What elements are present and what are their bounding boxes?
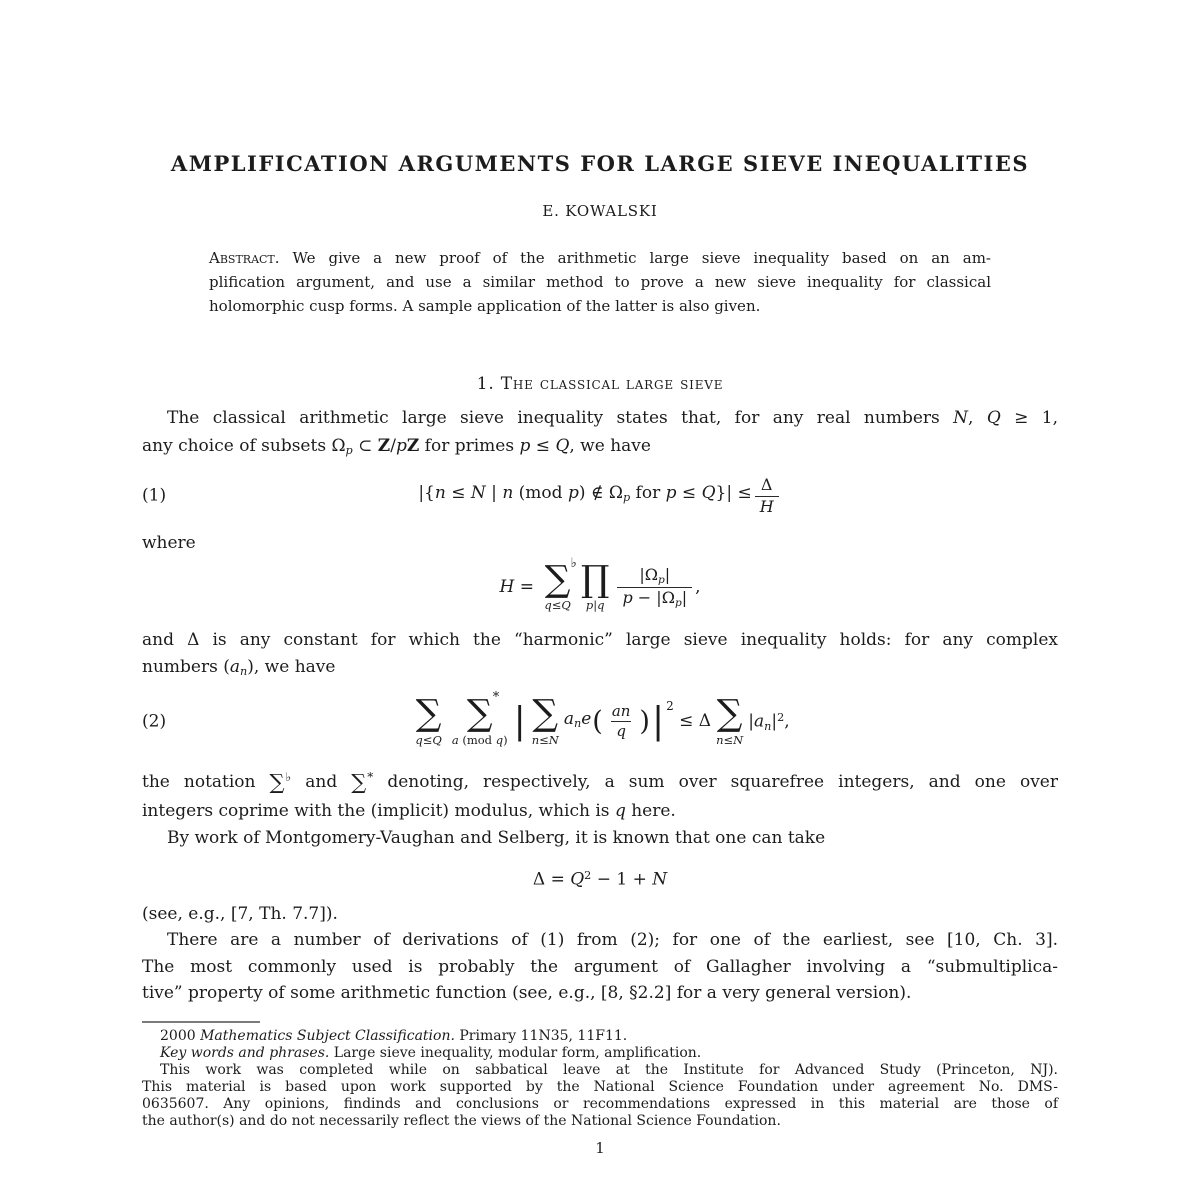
- text-run: p: [622, 588, 633, 608]
- para-where: [142, 530, 1058, 558]
- fraction-numerator: [634, 566, 675, 587]
- text-run: H: [499, 576, 515, 597]
- product-operator: [580, 559, 610, 613]
- text-run: 2: [777, 710, 785, 724]
- text-run: =: [514, 576, 540, 597]
- text-run: N: [470, 483, 486, 504]
- text-run: We give a new proof of the arithmetic large sieve inequality based on an am-: [279, 249, 991, 267]
- text-run: an: [611, 702, 631, 721]
- text-run: Primary 11N35, 11F11.: [454, 1027, 628, 1044]
- text-run: ≤: [530, 435, 556, 456]
- text-run: , we have: [569, 435, 651, 456]
- fraction-omega: [617, 566, 692, 609]
- text-run: n: [764, 719, 772, 733]
- sum-symbol: ∑: [351, 769, 367, 794]
- right-paren: ): [639, 706, 650, 738]
- abstract: [209, 246, 991, 318]
- text-run: n: [434, 483, 446, 504]
- sum-symbol: ∑: [466, 693, 493, 735]
- text-run: denoting, respectively, a sum over squarefree integers, and one over: [373, 771, 1058, 792]
- para-intro: [142, 405, 1058, 464]
- text-run: }| ≤: [715, 483, 752, 504]
- equation-2: [142, 691, 1058, 753]
- section-title: The classical large sieve: [500, 374, 724, 394]
- sum-flat-symbol: [269, 769, 292, 794]
- sum-operator: [531, 693, 559, 747]
- text-run: n: [502, 483, 514, 504]
- equation-lhs: [499, 574, 539, 602]
- sum-symbol: ∑: [544, 559, 571, 601]
- equation-h: [142, 558, 1058, 618]
- text-line: [142, 433, 1058, 465]
- text-run: ≤: [422, 732, 433, 747]
- text-run: ≤: [676, 483, 702, 504]
- page-content: [142, 0, 1058, 1157]
- text-run: q: [614, 800, 626, 821]
- abstract-line: [209, 294, 991, 318]
- text-run: ≤: [445, 483, 471, 504]
- text-run: and Δ is any constant for which the “harmonic” large sieve inequality holds: for any complex: [142, 629, 1058, 650]
- text-run: |: [485, 483, 503, 504]
- text-run: |: [771, 711, 778, 732]
- text-run: Q: [701, 483, 716, 504]
- text-run: Q: [986, 408, 1001, 428]
- text-run: p: [658, 574, 665, 586]
- text-run: holomorphic cusp forms. A sample application of the latter is also given.: [209, 297, 761, 315]
- product-symbol: ∏: [580, 559, 610, 601]
- section-heading: [142, 374, 1058, 394]
- text-line: [142, 954, 1058, 981]
- text-run: a: [229, 657, 240, 678]
- text-run: n: [240, 665, 248, 679]
- author-name: E. KOWALSKI: [542, 202, 658, 220]
- sum-operator: [451, 690, 508, 747]
- abstract-line: [209, 270, 991, 294]
- equation-body: [533, 862, 667, 894]
- text-run: |: [748, 711, 754, 732]
- star-superscript: *: [367, 769, 374, 784]
- text-run: ≤: [539, 732, 549, 747]
- text-run: a: [451, 732, 459, 747]
- flat-superscript: ♭: [285, 769, 292, 784]
- text-run: ⊂: [352, 435, 378, 456]
- body-text: [142, 405, 1058, 1007]
- para-derivations: [142, 901, 1058, 1007]
- text-run: the notation: [142, 771, 270, 792]
- fraction-numerator: Δ: [760, 475, 773, 495]
- text-line: [142, 825, 1058, 853]
- text-line: [142, 627, 1058, 655]
- equation-number: (1): [142, 485, 167, 506]
- text-run: Q: [570, 869, 585, 890]
- text-run: Q: [561, 598, 571, 613]
- text-run: ), we have: [247, 657, 336, 678]
- text-line: [142, 901, 1058, 928]
- text-run: N: [733, 732, 744, 747]
- product-limit: [586, 600, 605, 612]
- text-run: Q: [432, 732, 442, 747]
- abs-bar: |: [513, 700, 526, 743]
- sum-operator: [544, 556, 577, 613]
- text-run: p: [519, 435, 531, 456]
- text-run: Key words and phrases.: [160, 1044, 330, 1061]
- text-run: There are a number of derivations of (1) from (2); for one of the earliest, see [10, Ch. 3].: [167, 930, 1058, 951]
- text-run: N: [652, 869, 668, 890]
- text-run: Δ =: [532, 869, 571, 890]
- abstract-line: [209, 246, 991, 270]
- text-run: ≤ Δ: [673, 711, 712, 732]
- page-number: 1: [595, 1138, 605, 1157]
- sum-limit: [451, 732, 508, 747]
- text-run: |{: [418, 483, 435, 504]
- text-line: where: [142, 533, 196, 554]
- fraction-denominator: [617, 587, 692, 609]
- text-run: n: [531, 732, 540, 747]
- text-run: q: [597, 598, 605, 613]
- section-number: 1.: [476, 374, 495, 394]
- text-run: p: [585, 598, 594, 613]
- star-superscript: *: [492, 690, 500, 706]
- abs-bar: |: [651, 700, 665, 743]
- text-run: Z: [377, 435, 391, 456]
- text-run: (mod: [458, 732, 496, 747]
- text-run: n: [716, 732, 724, 747]
- text-run: p: [622, 491, 631, 505]
- text-run: p: [567, 483, 579, 504]
- text-run: 2: [584, 868, 592, 882]
- footnote-line: [142, 1045, 1058, 1062]
- coefficient: [564, 706, 591, 738]
- text-run: N: [953, 408, 969, 428]
- equation-body: [418, 480, 751, 512]
- exponent: 2: [666, 699, 674, 714]
- text-run: Mathematics Subject Classification.: [200, 1027, 455, 1044]
- paper-title: AMPLIFICATION ARGUMENTS FOR LARGE SIEVE INEQUALITIES: [170, 151, 1030, 176]
- text-run: p: [674, 597, 682, 610]
- text-run: /: [390, 435, 396, 456]
- fraction-denominator: H: [755, 496, 779, 516]
- equation-1: [142, 470, 1058, 522]
- para-montgomery: [142, 825, 1058, 853]
- fraction-delta-h: [755, 476, 779, 516]
- sum-limit: [544, 600, 570, 612]
- text-run: ≥ 1,: [1000, 408, 1058, 428]
- text-run: n: [573, 717, 582, 731]
- text-run: ): [503, 732, 508, 747]
- text-run: Z: [406, 435, 420, 456]
- para-harmonic: [142, 627, 1058, 686]
- text-run: ≤: [551, 598, 562, 613]
- text-line: [142, 927, 1058, 954]
- sum-symbol: ∑: [716, 693, 743, 735]
- footnote-line: [142, 1028, 1058, 1045]
- sum-operator: [716, 693, 744, 747]
- text-line: [142, 405, 1058, 433]
- sum-limit: [415, 732, 442, 747]
- text-run: |: [664, 565, 671, 585]
- fraction-numerator: [607, 703, 636, 721]
- text-run: Q: [555, 435, 570, 456]
- text-run: plification argument, and use a similar method to prove a new sieve inequality for classical: [209, 273, 991, 291]
- footnote-line: [142, 1096, 1058, 1113]
- text-run: numbers (: [142, 657, 230, 678]
- text-run: Large sieve inequality, modular form, amplification.: [329, 1044, 702, 1061]
- sum-symbol: ∑: [532, 693, 559, 735]
- relation: [674, 708, 711, 736]
- text-run: a: [753, 711, 765, 732]
- text-run: p: [345, 443, 353, 457]
- text-run: here.: [625, 800, 676, 821]
- text-run: ,: [784, 711, 790, 732]
- equation-delta: [142, 862, 1058, 894]
- text-run: a: [563, 708, 574, 729]
- text-run: (mod: [513, 483, 568, 504]
- text-run: |Ω: [639, 565, 659, 585]
- text-run: |: [681, 588, 688, 608]
- text-run: q: [616, 722, 626, 741]
- fraction-denominator: [611, 721, 631, 740]
- sum-symbol: ∑: [269, 769, 285, 794]
- footnotes: [142, 1028, 1058, 1130]
- text-line: [142, 767, 1058, 798]
- text-run: and: [291, 771, 352, 792]
- text-run: any choice of subsets Ω: [142, 435, 346, 456]
- footnote-line: [142, 1079, 1058, 1096]
- equation-rhs: [748, 704, 789, 740]
- text-run: This material is based upon work supported by the National Science Foundation under agreement No. DMS-: [142, 1078, 1058, 1095]
- text-run: N: [548, 732, 559, 747]
- text-line: [142, 654, 1058, 686]
- text-run: The most commonly used is probably the argument of Gallagher involving a “submultiplica-: [142, 956, 1058, 977]
- text-run: p: [665, 483, 677, 504]
- sum-operator: [415, 693, 442, 747]
- text-run: 2000: [160, 1027, 201, 1044]
- footnote-rule: [142, 1021, 260, 1023]
- para-notation: [142, 767, 1058, 826]
- text-run: tive” property of some arithmetic function (see, e.g., [8, §2.2] for a very general version).: [142, 983, 912, 1004]
- text-run: q: [415, 732, 423, 747]
- equation-number: (2): [142, 711, 167, 732]
- footnote-line: [142, 1062, 1058, 1079]
- sum-star-symbol: [351, 769, 374, 794]
- text-run: The classical arithmetic large sieve inequality states that, for any real numbers: [167, 408, 954, 428]
- flat-superscript: ♭: [570, 556, 577, 572]
- text-run: e: [581, 708, 592, 729]
- text-run: for primes: [419, 435, 520, 456]
- fraction-an-q: [607, 703, 636, 741]
- text-run: Abstract.: [209, 249, 280, 267]
- text-run: − |Ω: [632, 588, 675, 608]
- text-run: p: [395, 435, 407, 456]
- text-run: q: [495, 732, 504, 747]
- text-run: ) ∉ Ω: [578, 483, 623, 504]
- text-run: for: [630, 483, 666, 504]
- text-run: ≤: [723, 732, 734, 747]
- text-run: ,: [968, 408, 987, 428]
- sum-limit: [531, 732, 559, 747]
- text-run: q: [544, 598, 552, 613]
- sum-limit: [716, 732, 744, 747]
- equation-tail: ,: [695, 576, 701, 597]
- text-run: the author(s) and do not necessarily reflect the views of the National Science Foundation.: [142, 1112, 781, 1129]
- text-run: This work was completed while on sabbatical leave at the Institute for Advanced Study (Princeton, NJ).: [160, 1061, 1058, 1078]
- text-line: [142, 798, 1058, 826]
- text-run: By work of Montgomery-Vaughan and Selberg, it is known that one can take: [167, 828, 826, 849]
- footnote-line: [142, 1113, 1058, 1130]
- text-run: |: [593, 598, 598, 613]
- text-run: − 1 +: [591, 869, 653, 890]
- sum-symbol: ∑: [415, 693, 442, 735]
- text-run: integers coprime with the (implicit) modulus, which is: [142, 800, 615, 821]
- text-run: (see, e.g., [7, Th. 7.7]).: [142, 903, 338, 924]
- text-line: [142, 980, 1058, 1007]
- text-run: 0635607. Any opinions, findinds and conclusions or recommendations expressed in this material are those of: [142, 1095, 1058, 1112]
- left-paren: (: [592, 706, 603, 738]
